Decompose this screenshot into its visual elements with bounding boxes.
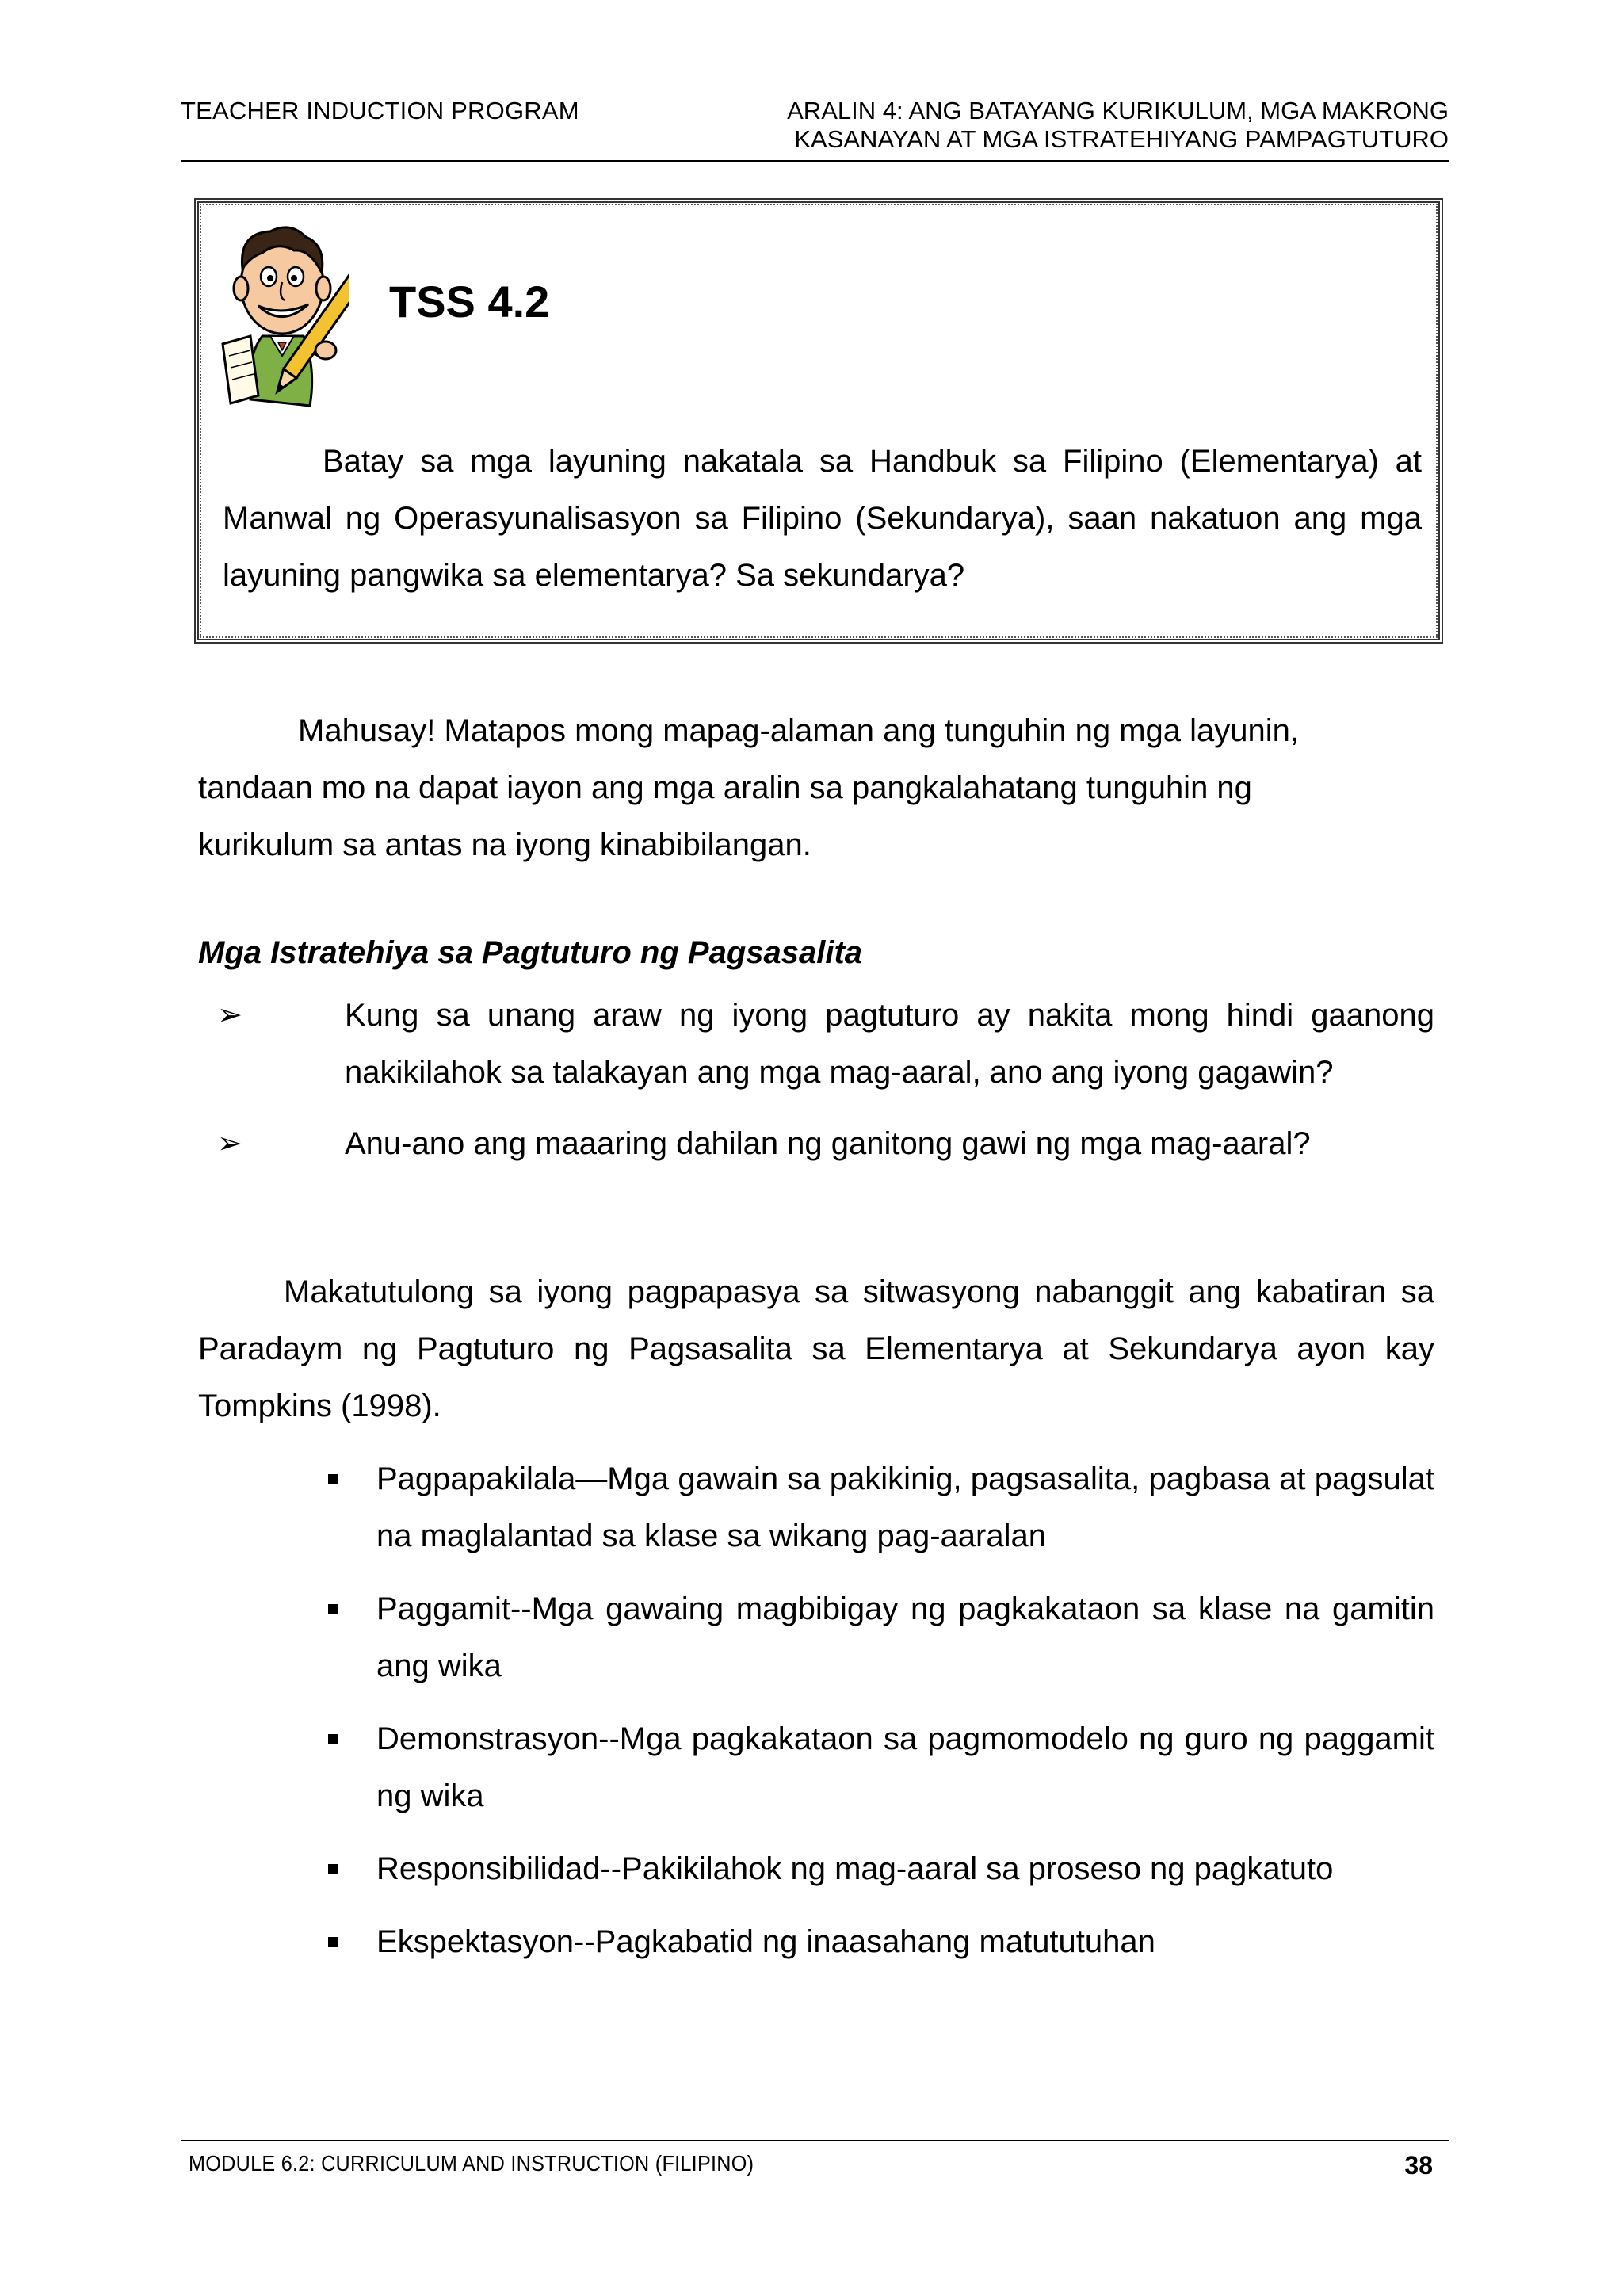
paradigm-item-text: Demonstrasyon--Mga pagkakataon sa pagmomodelo ng guro ng paggamit ng wika [376, 1721, 1434, 1813]
question-list [198, 987, 1434, 1186]
list-item [325, 1710, 1434, 1824]
square-bullet-icon [328, 1937, 338, 1947]
header-lesson-line2: KASANAYAN AT MGA ISTRATEHIYANG PAMPAGTUTURO [794, 125, 1449, 153]
page-footer [181, 2140, 1449, 2183]
paradigm-item-text: Responsibilidad--Pakikilahok ng mag-aaral sa proseso ng pagkatuto [376, 1851, 1334, 1886]
list-item [198, 1115, 1434, 1172]
square-bullet-icon [328, 1474, 338, 1484]
paragraph1-line3: kurikulum sa antas na iyong kinabibilangan. [198, 827, 812, 862]
paradigm-item-text: Paggamit--Mga gawaing magbibigay ng pagkakataon sa klase na gamitin ang wika [376, 1591, 1434, 1683]
list-item [325, 1450, 1434, 1564]
paradigm-item-text: Ekspektasyon--Pagkabatid ng inaasahang matututuhan [376, 1924, 1155, 1959]
tss-title: TSS 4.2 [389, 277, 550, 327]
paragraph1-line1: Mahusay! Matapos mong mapag-alaman ang tunguhin ng mga layunin, [298, 713, 1300, 748]
square-bullet-icon [328, 1734, 338, 1744]
list-item [325, 1913, 1434, 1970]
list-item [325, 1840, 1434, 1897]
arrow-bullet-icon: ➢ [217, 999, 242, 1032]
question-text: Anu-ano ang maaaring dahilan ng ganitong gawi ng mga mag-aaral? [345, 1126, 1311, 1161]
square-bullet-icon [328, 1864, 338, 1874]
teacher-with-pencil-icon [215, 217, 349, 414]
page-header [181, 97, 1449, 162]
question-text: Kung sa unang araw ng iyong pagtuturo ay nakita mong hindi gaanong nakikilahok sa talakayan ang mga mag-aaral, ano ang iyong gagawin? [345, 998, 1434, 1090]
square-bullet-icon [328, 1604, 338, 1614]
paradigm-list [325, 1450, 1434, 1986]
list-item [325, 1580, 1434, 1694]
paragraph1-line2: tandaan mo na dapat iayon ang mga aralin sa pangkalahatang tunguhin ng [198, 770, 1252, 805]
paradigm-intro-paragraph: Makatutulong sa iyong pagpapasya sa sitwasyong nabanggit ang kabatiran sa Paradaym ng Pagtuturo ng Pagsasalita sa Elementarya at Sekundarya ayon kay Tompkins (1998). [198, 1274, 1434, 1423]
arrow-bullet-icon: ➢ [217, 1127, 242, 1160]
section-heading: Mga Istratehiya sa Pagtuturo ng Pagsasalita [198, 935, 863, 970]
encouragement-paragraph [198, 702, 1387, 873]
tss-activity-box [194, 198, 1443, 644]
footer-module-title: MODULE 6.2: CURRICULUM AND INSTRUCTION (FILIPINO) [189, 2151, 754, 2176]
header-program-title: TEACHER INDUCTION PROGRAM [181, 97, 579, 124]
page-number: 38 [1404, 2151, 1433, 2179]
header-lesson-title [787, 97, 1449, 154]
tss-question-text: Batay sa mga layuning nakatala sa Handbuk sa Filipino (Elementarya) at Manwal ng Operasyunalisasyon sa Filipino (Sekundarya), saan nakatuon ang mga layuning pangwika sa elementarya? Sa sekundarya? [223, 444, 1422, 593]
header-lesson-line1: ARALIN 4: ANG BATAYANG KURIKULUM, MGA MAKRONG [787, 97, 1449, 124]
list-item [198, 987, 1434, 1101]
paradigm-item-text: Pagpapakilala—Mga gawain sa pakikinig, pagsasalita, pagbasa at pagsulat na maglalantad sa klase sa wikang pag-aaralan [376, 1461, 1434, 1553]
